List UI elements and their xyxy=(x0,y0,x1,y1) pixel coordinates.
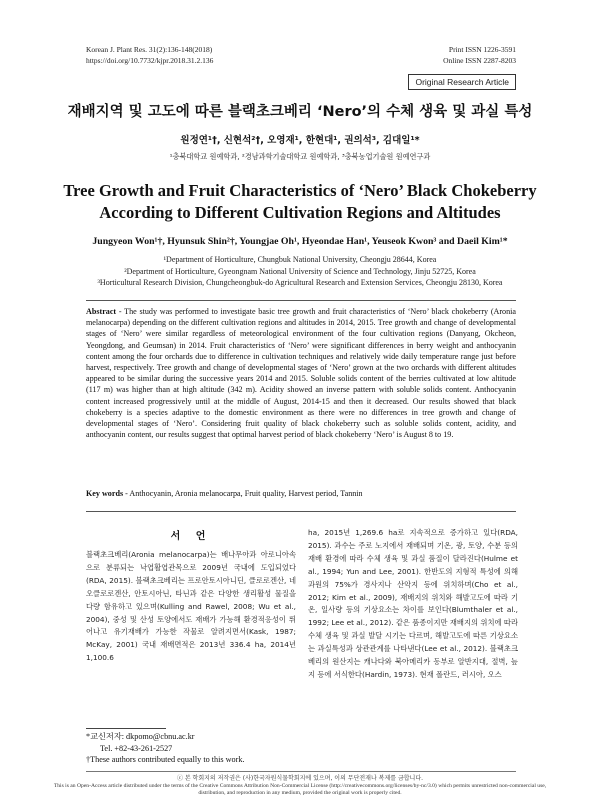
english-title: Tree Growth and Fruit Characteristics of ‘Nero’ Black Chokeberry According to Different Cultivation Regions and Altitudes xyxy=(63,181,537,222)
body-text-left: 블랙초크베리(Aronia melanocarpa)는 배나무아과 아로니아속으로 분류되는 낙엽활엽관목으로 2009년 국내에 도입되었다(RDA, 2015). 블랙초크베리는 프로안토시아니딘, 클로로겐산, 네오클로로겐산, 안토시아닌, 타닌과 같은 다양한 생리활성 물질을 다량 함유하고 있으며(Kulling and Rawel, 2008; Wu et al., 2004), 중성 및 산성 토양에서도 재배가 가능해 환경적응성이 뛰어나고 유기재배가 가능한 작물로 알려지면서(Kask, 1987; McKay, 2001) 국내 재배면적은 2013년 336.4 ha, 2014년 1,100.6 xyxy=(86,550,296,663)
journal-header xyxy=(86,44,213,66)
contact-email[interactable]: *교신저자: dkpomo@cbnu.ac.kr xyxy=(86,732,195,741)
print-issn: Print ISSN 1226-3591 xyxy=(448,45,516,54)
affiliation-2: ²Department of Horticulture, Gyeongnam National University of Science and Technology, Jinju 52725, Korea xyxy=(124,266,476,276)
body-text-right: ha, 2015년 1,269.6 ha로 지속적으로 증가하고 있다(RDA, 2015). 과수는 주로 노지에서 재배되며 기온, 광, 토양, 수분 등의 재배 환경에 따라 수체 생육 및 과실 품질이 달라진다(Hulme et al., 1994; Yun and Lee, 2001). 한반도의 지형적 특성에 의해 과원의 75%가 경사지나 산악지 등에 위치하며(Cho et al., 2012; Kim et al., 2009), 재배지의 위치와 해발고도에 따라 기온, 일사량 등의 기상요소는 차이를 보인다(Blumthaler et al., 1992; Lee et al., 2012). 같은 품종이지만 재배지의 위치에 따라 수체 생육 및 과실 발달 시기는 다르며, 해발고도에 따른 기상요소는 과실특성과 상관관계를 나타낸다(Lee et al., 2012). 블랙초크베리의 원산지는 캐나다와 북아메리카 동부로 알반지대, 절벽, 늪지 등에 서식한다(Hardin, 1973). 현재 폴란드, 러시아, 오스 xyxy=(308,528,518,679)
license-notice: This is an Open-Access article distributed under the terms of the Creative Commons Attribution Non-Commercial License (http://creativecommons.org/licenses/by-nc/3.0) which permits unrestricted non-commercial use, distribution, and reproduction in any medium, provided the original work is properly cited. xyxy=(53,783,547,797)
corresponding-author xyxy=(86,731,245,766)
korean-affiliations: ¹충북대학교 원예학과, ²경남과학기술대학교 원예학과, ³충북농업기술원 원예연구과 xyxy=(169,152,431,161)
abstract xyxy=(86,306,516,440)
doi-link[interactable]: https://doi.org/10.7732/kjpr.2018.31.2.136 xyxy=(86,56,214,65)
equal-contribution-note: †These authors contributed equally to this work. xyxy=(86,755,245,764)
abstract-bottom-divider xyxy=(86,511,516,512)
english-authors: Jungyeon Won¹†, Hyunsuk Shin²†, Youngjae Oh¹, Hyeondae Han¹, Yeuseok Kwon³ and Daeil Kim¹* xyxy=(92,236,508,247)
footnote-divider xyxy=(86,728,166,729)
affiliation-1: ¹Department of Horticulture, Chungbuk National University, Cheongju 28644, Korea xyxy=(163,255,437,264)
affiliation-3: ³Horticultural Research Division, Chungcheongbuk-do Agricultural Research and Extension Services, Cheongju 28130, Korea xyxy=(97,278,503,287)
keywords-text: - Anthocyanin, Aronia melanocarpa, Fruit quality, Harvest period, Tannin xyxy=(125,489,363,498)
keywords-label: Key words xyxy=(86,489,124,498)
copyright-notice: ⓒ 본 학회지의 저작권은 (사)한국자원식물학회지에 있으며, 이의 무단전재나 복제를 금합니다. xyxy=(176,775,424,782)
abstract-text: - The study was performed to investigate basic tree growth and fruit characteristics of ‘Nero’ black chokeberry (Aronia melanocarpa) depending on the different cultivation regions and altitudes in 2014, 2015. Tree growth and change of developmental stages of ‘Nero’ were similar regardless of meteorological environment of the four cultivation regions (Danyang, Okcheon, Yeongdong, and Geumsan) in 2014. Fruit characteristics of ‘Nero’ were significant differences in berry weight and anthocyanin content among the four orchards due to difference in cultivation techniques and relatively wide daily temperature range just before harvest, respectively. Tree growth and change of developmental stages of ‘Nero’ grown at the two orchards with different altitudes appeared to be similar during the successive years 2014 and 2015. Soluble solids content of the berries cultivated at low altitude (117 m) was higher than at high altitude (342 m). Acidity showed an inverse pattern with soluble solids content. Anthocyanin content increased progressively until at the middle of August, 2014-15 and then it decreased. Our results showed that black chokeberry is a species adaptive to the domestic environment as there were no differences in tree growth and change of developmental stages of ‘Nero’. Considering fruit quality of black chokeberry such as soluble solids content, acidity, and anthocyanin content, our results suggest that optimal harvest period of black chokeberry ‘Nero’ is August 8 to 19. xyxy=(86,307,516,440)
body-column-right xyxy=(308,527,518,682)
korean-title: 재배지역 및 고도에 따른 블랙초크베리 ‘Nero’의 수체 생육 및 과실 특성 xyxy=(67,104,533,120)
issn-header xyxy=(443,44,516,66)
abstract-top-divider xyxy=(86,300,516,301)
journal-citation: Korean J. Plant Res. 31(2):136-148(2018) xyxy=(86,45,213,54)
online-issn: Online ISSN 2287-8203 xyxy=(443,56,516,65)
body-column-left xyxy=(86,527,296,665)
footer-divider xyxy=(86,771,516,772)
contact-phone: Tel. +82-43-261-2527 xyxy=(100,743,173,753)
section-title: 서 언 xyxy=(170,531,212,542)
english-affiliations xyxy=(40,254,560,289)
article-type-box xyxy=(408,72,516,90)
abstract-label: Abstract xyxy=(86,307,117,316)
article-type-badge: Original Research Article xyxy=(408,74,516,90)
korean-authors: 원정연¹†, 신현석²†, 오영재¹, 한현대¹, 권의석³, 김대일¹* xyxy=(180,135,420,146)
keywords xyxy=(86,488,516,499)
